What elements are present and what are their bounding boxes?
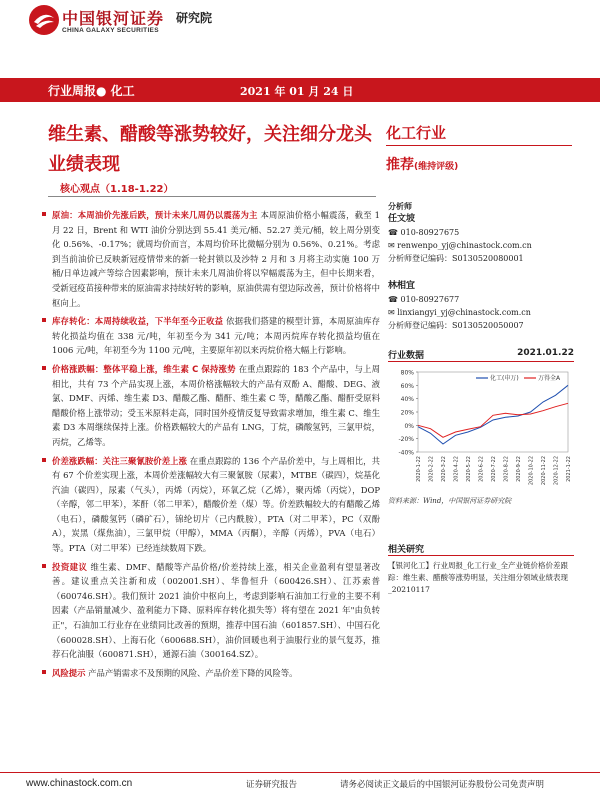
analyst-email[interactable]: ✉ linxiangyi_yj@chinastock.com.cn <box>388 308 531 317</box>
analyst-block-2 <box>388 280 578 332</box>
paragraph-highlight: 投资建议 <box>52 561 88 572</box>
paragraph-text: 产品产销需求不及预期的风险、产品价差下降的风险等。 <box>88 667 298 678</box>
paragraph-investment <box>52 560 380 662</box>
x-tick-label: 2020-9-22 <box>516 456 522 482</box>
analysts-label: 分析师 <box>388 201 412 211</box>
analyst-name: 任文坡 <box>388 214 416 224</box>
sector-name: 化工行业 <box>386 124 447 142</box>
x-tick-label: 2021-1-22 <box>566 456 572 482</box>
legend-label: 化工(申万) <box>490 375 519 383</box>
x-tick-label: 2020-10-22 <box>528 456 535 486</box>
paragraph-highlight: 价差涨跌幅：关注三聚氰胺价差上涨 <box>52 455 188 466</box>
chart-source: 资料来源：Wind，中国银河证券研究院 <box>388 497 512 505</box>
analyst-email[interactable]: ✉ renwenpo_yj@chinastock.com.cn <box>388 241 532 250</box>
rating-note: (维持评级) <box>414 162 459 172</box>
analyst-phone: ☎ 010-80927675 <box>388 228 460 237</box>
brand-name-cn: 中国银河证券 <box>62 9 165 28</box>
chart-header <box>388 348 574 361</box>
galaxy-logo-icon <box>28 4 60 36</box>
core-view-divider <box>48 196 376 197</box>
related-divider <box>388 555 574 556</box>
footer-divider <box>0 772 600 773</box>
chart-date: 2021.01.22 <box>517 348 574 358</box>
legend-label: 万得全A <box>538 375 561 383</box>
chart-title: 行业数据 <box>388 351 425 361</box>
paragraph-risk <box>52 666 380 681</box>
x-tick-label: 2020-8-22 <box>503 456 510 482</box>
analyst-cert: 分析师登记编码：S0130520080001 <box>388 254 524 263</box>
paragraph-text: 维生素、DMF、醋酸等产品价格/价差持续上涨，相关企业盈利有望显著改善。建议重点关注新和成（002001.SH）、华鲁恒升（600426.SH）、江苏索普（600746.SH）。我们预计 2021 油价中枢向上，考虑到影响石油加工行业的主要不利因素（产品销量减少、盈利能力下降、原料库存转化损失等）将有望在 2021 年"由负转正"，石油加工行业存在业绩同比改善的预期，推荐中国石油（601857.SH）、中国石化（600028.SH）、上海石化（600688.SH），油价回暖也利于油服行业的景气复苏，推荐石化油服（600871.SH），通源石油（300164.SZ）。 <box>52 561 380 660</box>
brand-institute: 研究院 <box>176 11 213 25</box>
x-tick-label: 2020-5-22 <box>466 456 472 482</box>
report-category: 行业周报● 化工 <box>48 84 135 98</box>
rating-value: 推荐 <box>386 157 414 173</box>
footer-disclaimer: 请务必阅读正文最后的中国银河证券股份公司免责声明 <box>340 780 545 790</box>
footer-doc-type: 证券研究报告 <box>246 780 298 790</box>
y-tick-label: 60% <box>400 382 414 390</box>
analyst-phone: ☎ 010-80927677 <box>388 295 460 304</box>
chart-frame <box>418 372 568 452</box>
bullet-icon <box>42 670 46 674</box>
body-column <box>52 208 380 684</box>
paragraph-spread-change <box>52 454 380 556</box>
paragraph-text: 本周原油价格小幅震荡，截至 1 月 22 日，Brent 和 WTI 油价分别达到 55.41 美元/桶、52.27 美元/桶，较上周分别变化 0.56%、-0.17%；就周均价而言，本周均价环比微幅分别为 0.56%、0.21%。考虑到当前油价已反映新冠疫情带来的新一轮封锁以及沙特 2 月和 3 月将主动实施 100 万桶/日单边减产等综合因素影响，预计未来几周油价将以窄幅震荡为主，但中长期来看，受新冠疫苗接种带来的原油需求持续好转的影响，原油供需有望边际改善，预计价格将中枢向上。 <box>52 210 380 308</box>
report-date: 2021 年 01 月 24 日 <box>240 85 354 98</box>
bullet-icon <box>42 366 46 370</box>
paragraph-highlight: 价格涨跌幅：整体平稳上涨，维生素 C 保持涨势 <box>52 363 236 374</box>
y-tick-label: -40% <box>398 449 414 457</box>
x-tick-label: 2020-4-22 <box>453 456 460 482</box>
paragraph-highlight: 库存转化：本周持续收益，下半年至今正收益 <box>52 316 224 327</box>
y-tick-label: 80% <box>400 369 414 377</box>
paragraph-text: 在重点跟踪的 183 个产品中，与上周相比，共有 73 个产品实现上涨，本周价格涨幅较大的产品有双酚 A、醋酸、DEG、液氯、DMF、丙烯、维生素 D3、醋酸乙酯、醋酐、维生素 C 等，醋酸乙酯、醋酐受原料醋酸价格上涨带动；受玉米原料走高，同时国外疫情反复导致需求增加，维生素 C、维生素 D3 本周继续保持上涨。价格跌幅较大的产品有 LNG，丁烷，磷酸氢钙，三氯甲烷，丙烷，乙烯等。 <box>52 363 380 447</box>
x-tick-label: 2020-6-22 <box>478 456 485 482</box>
bullet-icon <box>42 212 46 216</box>
bullet-icon <box>42 318 46 322</box>
y-tick-label: 40% <box>400 396 414 404</box>
paragraph-highlight: 风险提示 <box>52 667 86 678</box>
paragraph-price-change <box>52 362 380 450</box>
related-title: 相关研究 <box>388 545 425 555</box>
x-tick-label: 2020-1-22 <box>416 456 422 482</box>
analyst-name: 林相宜 <box>388 281 416 291</box>
brand-name-en: CHINA GALAXY SECURITIES <box>62 27 159 34</box>
paragraph-inventory <box>52 314 380 358</box>
chart-divider <box>388 361 574 362</box>
x-tick-label: 2020-7-22 <box>491 456 497 482</box>
y-tick-label: 20% <box>400 409 414 417</box>
y-tick-label: -20% <box>398 436 414 444</box>
paragraph-highlight: 原油：本周油价先涨后跌，预计未来几周仍以震荡为主 <box>52 210 258 220</box>
y-tick-label: 0% <box>404 422 414 430</box>
bullet-icon <box>42 564 46 568</box>
paragraph-oil <box>52 208 380 310</box>
x-tick-label: 2020-12-22 <box>553 456 560 486</box>
x-tick-label: 2020-3-22 <box>441 456 447 482</box>
paragraph-text: 在重点跟踪的 136 个产品价差中，与上周相比，共有 67 个价差实现上涨，本周价差涨幅较大有三聚氰胺（尿素），MTBE（碳四），烷基化汽油（碳四），尿素（气头），丙烯（丙烷），环氧乙烷（乙烯），聚丙烯（丙烷），DOP（辛醇，邻二甲苯），苯酐（邻二甲苯），醋酸价差（煤）等。价差跌幅较大的有醋酸乙烯（电石），磷酸氢钙（磷矿石），锦纶切片（己内酰胺），PTA（对二甲苯），PC（双酚 A），炭黑（煤焦油），三氯甲烷（甲醇），MMA（丙酮），辛醇（丙烯），PVA（电石）等。PTA（对二甲苯）已经连续数周下跌。 <box>52 455 380 554</box>
related-link[interactable]: 【银河化工】行业周报_化工行业_全产业链价格价差跟踪：维生素、醋酸等涨势明显，关注细分领域业绩表现_20210117 <box>388 561 568 594</box>
analyst-block-1 <box>388 200 578 265</box>
x-tick-label: 2020-11-22 <box>541 456 547 486</box>
sector-divider <box>386 145 572 146</box>
core-view-label: 核心观点（1.18-1.22） <box>60 184 174 195</box>
analyst-cert: 分析师登记编码：S0130520050007 <box>388 321 524 330</box>
paragraph-text: 依据我们搭建的模型计算，本周原油库存转化损益均值在 338 元/吨，年初至今为 341 元/吨；本周丙烷库存转化损益均值在 1006 元/吨，年初至今为 1100 元/吨，主要原年初以来丙烷价格大幅上行影响。 <box>52 316 381 356</box>
footer-url[interactable]: www.chinastock.com.cn <box>26 778 133 789</box>
x-tick-label: 2020-2-22 <box>428 456 435 482</box>
bullet-icon <box>42 458 46 462</box>
report-headline: 维生素、醋酸等涨势较好，关注细分龙头业绩表现 <box>48 124 372 175</box>
industry-line-chart <box>388 364 574 494</box>
rating <box>386 154 458 174</box>
